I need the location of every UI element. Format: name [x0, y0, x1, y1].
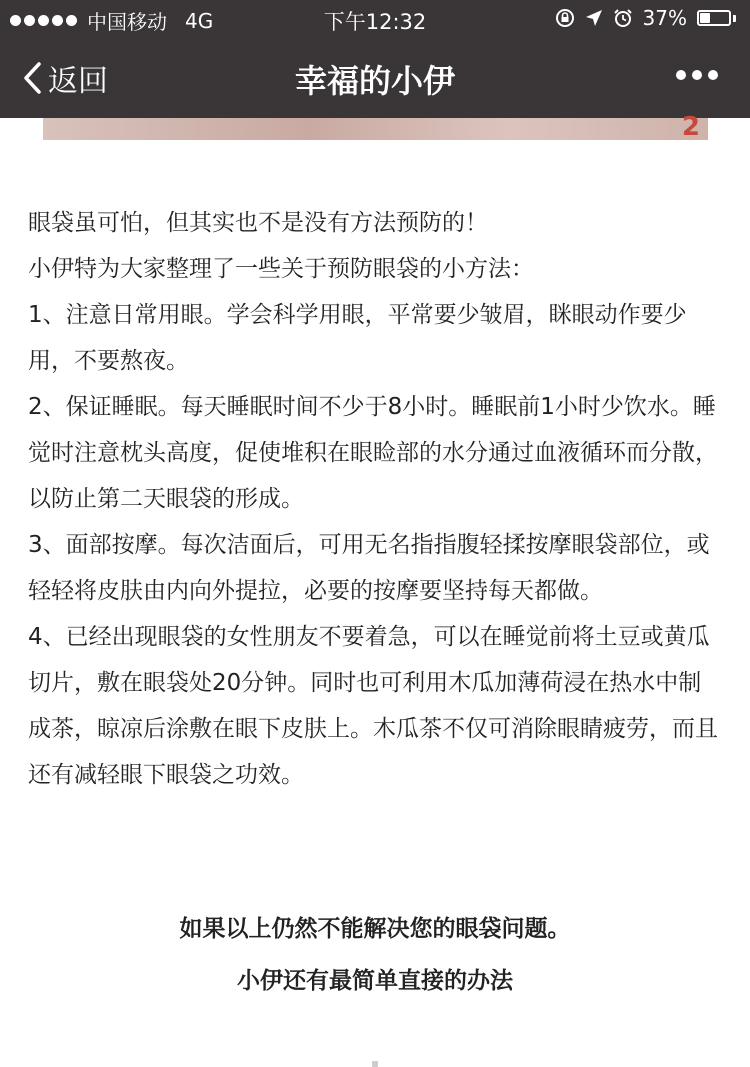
location-arrow-icon	[585, 9, 603, 27]
article-paragraph: 眼袋虽可怕，但其实也不是没有方法预防的！	[28, 210, 488, 236]
article-body	[28, 200, 724, 798]
status-bar	[0, 0, 750, 38]
more-dot-icon	[676, 70, 686, 80]
status-right	[555, 6, 736, 30]
article-paragraph: 1、注意日常用眼。学会科学用眼，平常要少皱眉，眯眼动作要少用，不要熬夜。	[28, 302, 687, 374]
battery-tip	[733, 15, 736, 22]
nav-bar	[0, 38, 750, 118]
more-options-button[interactable]	[676, 70, 718, 80]
back-label: 返回	[48, 64, 108, 99]
article-paragraph: 小伊特为大家整理了一些关于预防眼袋的小方法：	[28, 256, 534, 282]
alarm-clock-icon	[613, 8, 633, 28]
carrier-label: 中国移动	[87, 10, 167, 34]
page-title: 幸福的小伊	[294, 62, 455, 100]
more-dot-icon	[692, 70, 702, 80]
article-paragraph: 4、已经出现眼袋的女性朋友不要着急，可以在睡觉前将土豆或黄瓜切片，敷在眼袋处20分钟。同时也可利用木瓜加薄荷浸在热水中制成茶，晾凉后涂敷在眼下皮肤上。木瓜茶不仅可消除眼睛疲劳，而且还有减轻眼下眼袋之功效。	[28, 624, 718, 788]
orientation-lock-icon	[555, 8, 575, 28]
battery-icon	[697, 10, 731, 26]
battery-percent: 37%	[642, 6, 687, 30]
image-number: 2	[681, 112, 700, 142]
more-dot-icon	[708, 70, 718, 80]
network-label: 4G	[185, 8, 214, 33]
article-paragraph: 2、保证睡眠。每天睡眠时间不少于8小时。睡眠前1小时少饮水。睡觉时注意枕头高度，促使堆积在眼睑部的水分通过血液循环而分散，以防止第二天眼袋的形成。	[28, 394, 718, 512]
article-paragraph: 3、面部按摩。每次洁面后，可用无名指指腹轻揉按摩眼袋部位，或轻轻将皮肤由内向外提拉，必要的按摩要坚持每天都做。	[28, 532, 710, 604]
closing-line-2: 小伊还有最简单直接的办法	[237, 968, 513, 994]
closing-line-1: 如果以上仍然不能解决您的眼袋问题。	[179, 916, 571, 942]
content-continuation-mark	[372, 1061, 378, 1067]
top-bar	[0, 0, 750, 118]
article-image	[43, 112, 708, 142]
status-time: 下午12:32	[323, 10, 427, 34]
